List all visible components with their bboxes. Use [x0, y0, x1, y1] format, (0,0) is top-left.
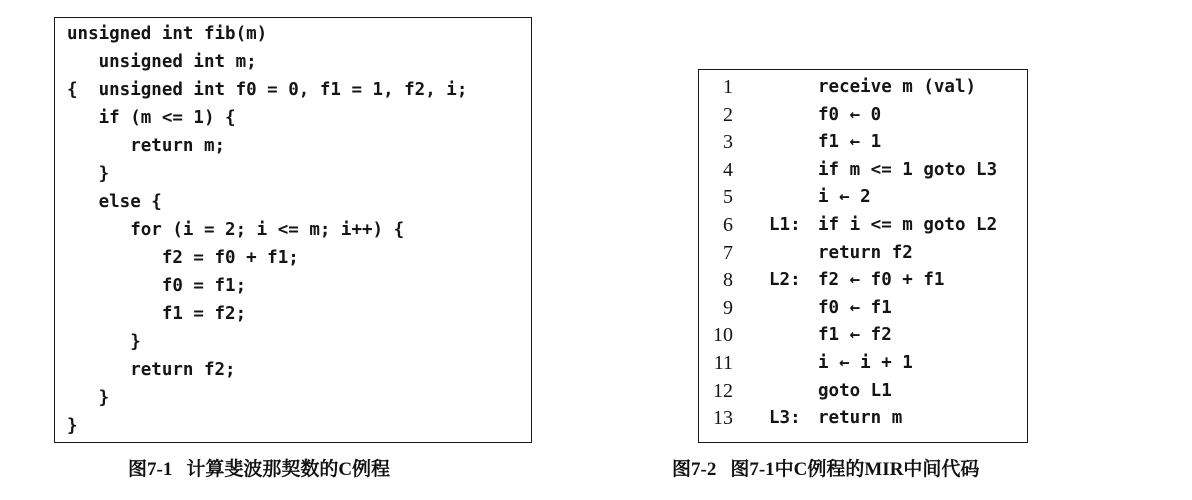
figure-7-1-caption — [128, 458, 390, 482]
mir-instruction: if m <= 1 goto L3 — [818, 159, 998, 180]
c-code-line: for (i = 2; i <= m; i++) { — [67, 220, 405, 240]
mir-line-number: 7 — [723, 241, 733, 264]
c-code-line: return f2; — [67, 360, 236, 380]
mir-line-number: 12 — [713, 379, 733, 402]
c-code-line: f0 = f1; — [67, 276, 247, 296]
mir-instruction: f0 ← 0 — [818, 104, 882, 125]
figure-7-2-caption — [672, 458, 979, 482]
mir-line-number: 4 — [723, 158, 733, 181]
mir-code-row — [699, 105, 1025, 125]
mir-line-number: 9 — [723, 296, 733, 319]
c-code-line: } — [67, 332, 141, 352]
mir-instruction: i ← i + 1 — [818, 353, 913, 373]
figure-7-1-caption-number: 图7-1 — [128, 459, 173, 480]
mir-label: L1: — [769, 215, 801, 235]
c-code-line: unsigned int m; — [67, 52, 257, 72]
mir-code-row — [699, 77, 1025, 97]
mir-code-row — [699, 215, 1025, 235]
mir-line-number: 13 — [713, 407, 733, 430]
mir-label: L3: — [769, 408, 801, 429]
mir-instruction: i ← 2 — [818, 187, 871, 208]
figure-7-1-caption-text: 计算斐波那契数的C例程 — [186, 459, 391, 480]
c-code-line: unsigned int fib(m) — [67, 24, 268, 44]
mir-code-row — [699, 132, 1025, 152]
c-code-line: } — [67, 388, 110, 408]
mir-code-row — [699, 353, 1025, 373]
mir-code-row — [699, 325, 1025, 345]
c-code-line: if (m <= 1) { — [67, 108, 236, 128]
c-code-listing-box — [54, 17, 532, 443]
mir-label: L2: — [769, 270, 801, 291]
figure-7-2-caption-number: 图7-2 — [672, 459, 717, 480]
mir-code-row — [699, 408, 1025, 428]
mir-instruction: return f2 — [818, 242, 913, 263]
c-code-line: f1 = f2; — [67, 304, 247, 324]
mir-instruction: return m — [818, 408, 903, 429]
mir-code-row — [699, 270, 1025, 290]
c-code-line: return m; — [67, 136, 226, 156]
mir-instruction: f0 ← f1 — [818, 297, 892, 318]
mir-instruction: goto L1 — [818, 380, 892, 401]
mir-line-number: 3 — [723, 131, 733, 154]
c-code-line: } — [67, 164, 110, 184]
c-code-line: } — [67, 416, 78, 436]
mir-code-row — [699, 243, 1025, 263]
mir-instruction: if i <= m goto L2 — [818, 215, 998, 235]
mir-instruction: receive m (val) — [818, 77, 977, 97]
figure-7-2-caption-text: 图7-1中C例程的MIR中间代码 — [730, 459, 980, 480]
mir-instruction: f2 ← f0 + f1 — [818, 270, 945, 291]
mir-line-number: 8 — [723, 269, 733, 292]
mir-instruction: f1 ← f2 — [818, 325, 892, 346]
mir-instruction: f1 ← 1 — [818, 132, 882, 153]
c-code-listing — [67, 24, 527, 436]
mir-code-row — [699, 381, 1025, 401]
mir-code-row — [699, 160, 1025, 180]
mir-code-row — [699, 187, 1025, 207]
mir-line-number: 6 — [723, 214, 733, 236]
mir-code-row — [699, 298, 1025, 318]
mir-line-number: 2 — [723, 103, 733, 126]
c-code-line: { unsigned int f0 = 0, f1 = 1, f2, i; — [67, 80, 468, 100]
mir-line-number: 5 — [723, 186, 733, 209]
c-code-line: f2 = f0 + f1; — [67, 248, 299, 268]
mir-line-number: 1 — [723, 76, 733, 98]
c-code-line: else { — [67, 192, 162, 212]
mir-line-number: 11 — [713, 352, 733, 374]
mir-line-number: 10 — [713, 324, 733, 347]
mir-code-listing-box — [698, 69, 1028, 443]
mir-code-listing — [699, 77, 1025, 437]
